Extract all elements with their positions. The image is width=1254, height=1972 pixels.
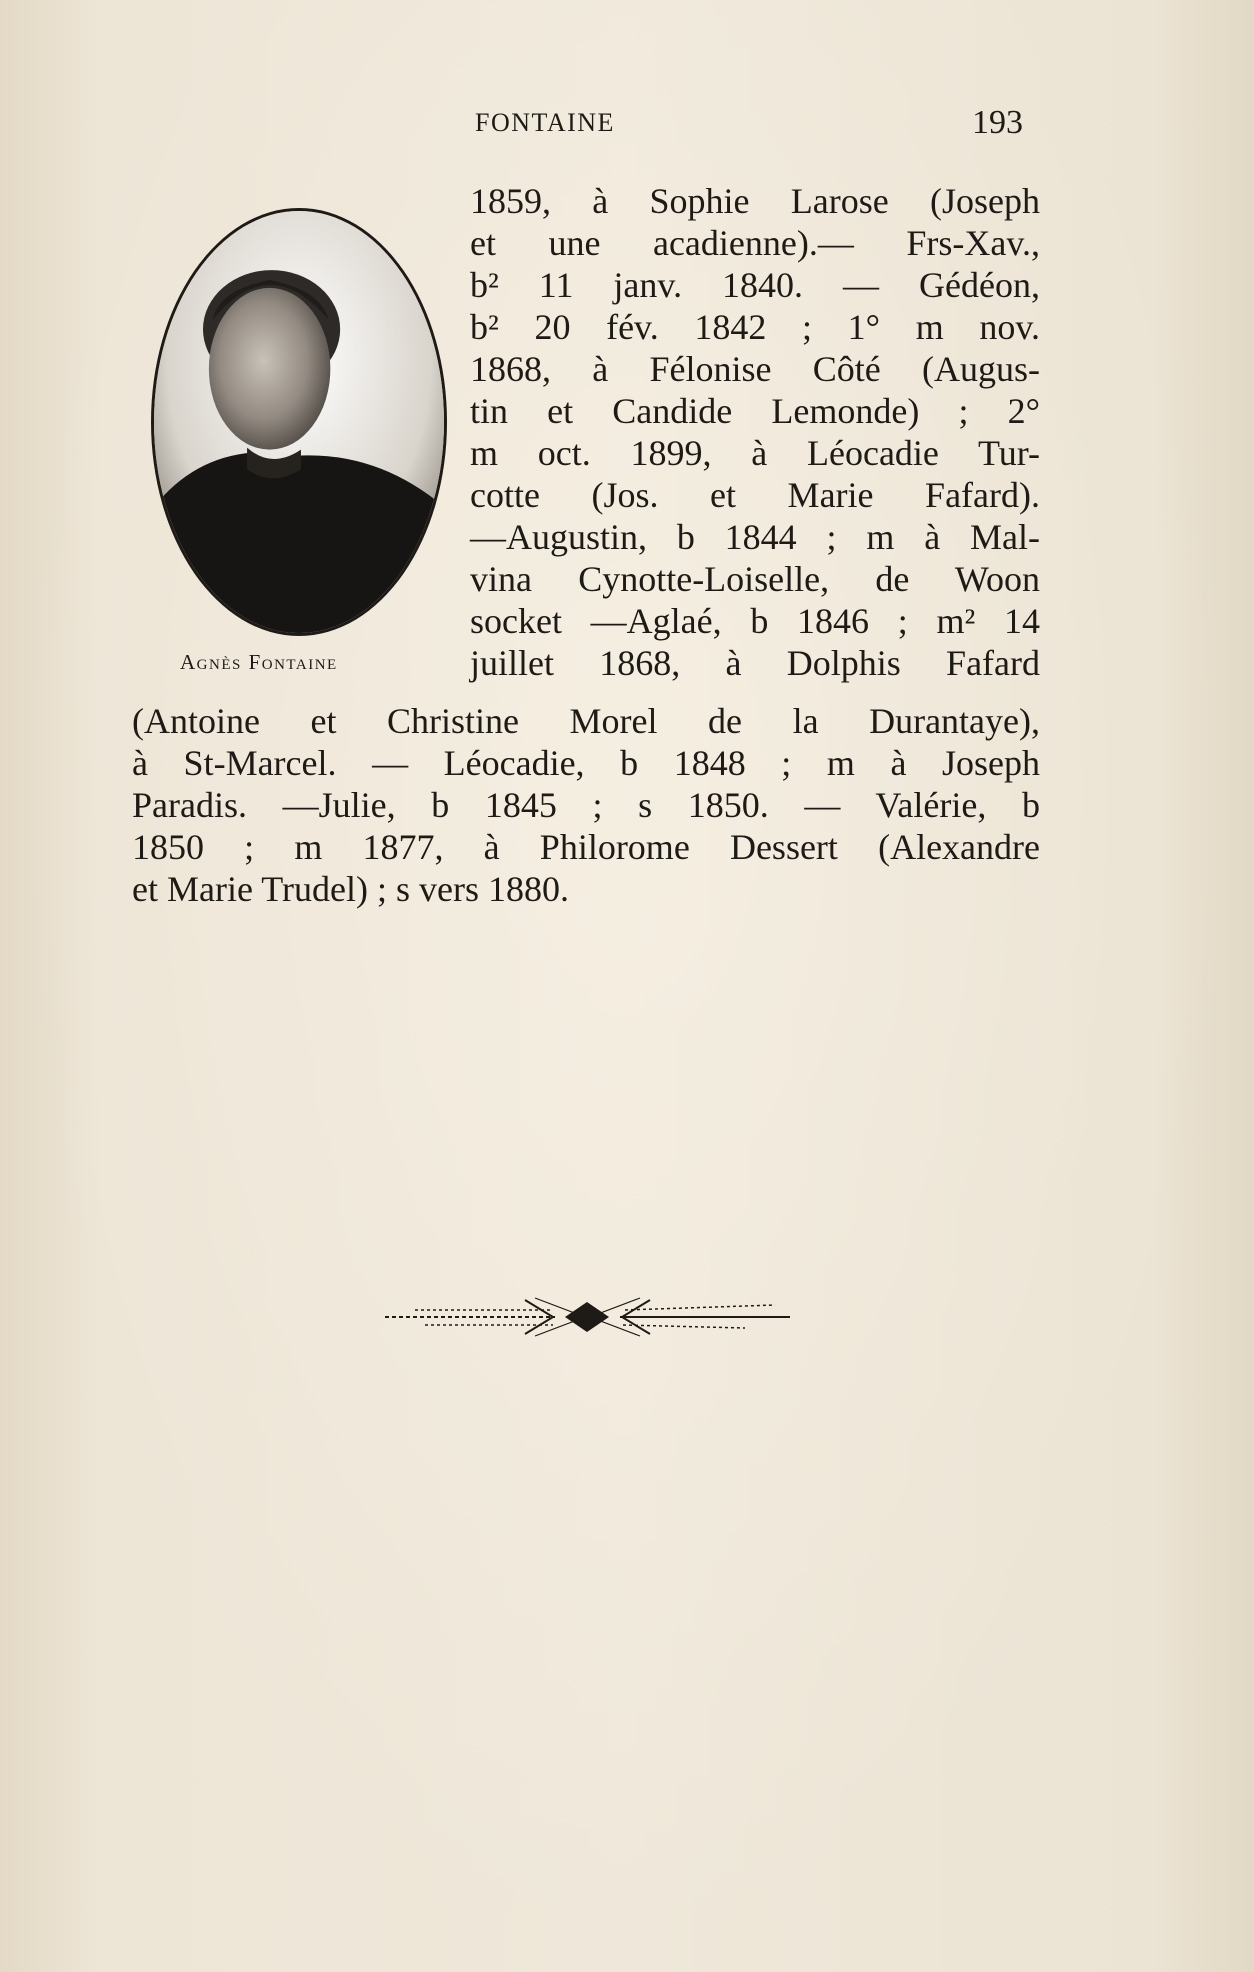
body-line: 1850 ; m 1877, à Philorome Dessert (Alexandre: [132, 827, 1040, 867]
body-line: cotte (Jos. et Marie Fafard).: [470, 475, 1040, 515]
body-line: —Augustin, b 1844 ; m à Mal-: [470, 517, 1040, 557]
body-line: b² 20 fév. 1842 ; 1° m nov.: [470, 307, 1040, 347]
body-line: (Antoine et Christine Morel de la Durantaye),: [132, 701, 1040, 741]
running-head: FONTAINE: [475, 108, 615, 137]
body-line: Paradis. —Julie, b 1845 ; s 1850. — Valérie, b: [132, 785, 1040, 825]
body-line: 1868, à Félonise Côté (Augus-: [470, 349, 1040, 389]
body-line: et une acadienne).— Frs-Xav.,: [470, 223, 1040, 263]
page-number: 193: [972, 104, 1023, 141]
body-line: 1859, à Sophie Larose (Joseph: [470, 181, 1040, 221]
body-line: b² 11 janv. 1840. — Gédéon,: [470, 265, 1040, 305]
portrait-image: [154, 211, 444, 633]
body-line: tin et Candide Lemonde) ; 2°: [470, 391, 1040, 431]
body-line: vina Cynotte-Loiselle, de Woon: [470, 559, 1040, 599]
decorative-ornament: [385, 1288, 790, 1346]
body-line: socket —Aglaé, b 1846 ; m² 14: [470, 601, 1040, 641]
portrait-caption: Agnès Fontaine: [180, 650, 338, 674]
body-line: m oct. 1899, à Léocadie Tur-: [470, 433, 1040, 473]
body-line: et Marie Trudel) ; s vers 1880.: [132, 869, 569, 909]
body-line: juillet 1868, à Dolphis Fafard: [470, 643, 1040, 683]
body-line: à St-Marcel. — Léocadie, b 1848 ; m à Joseph: [132, 743, 1040, 783]
portrait-photo: [151, 208, 447, 636]
